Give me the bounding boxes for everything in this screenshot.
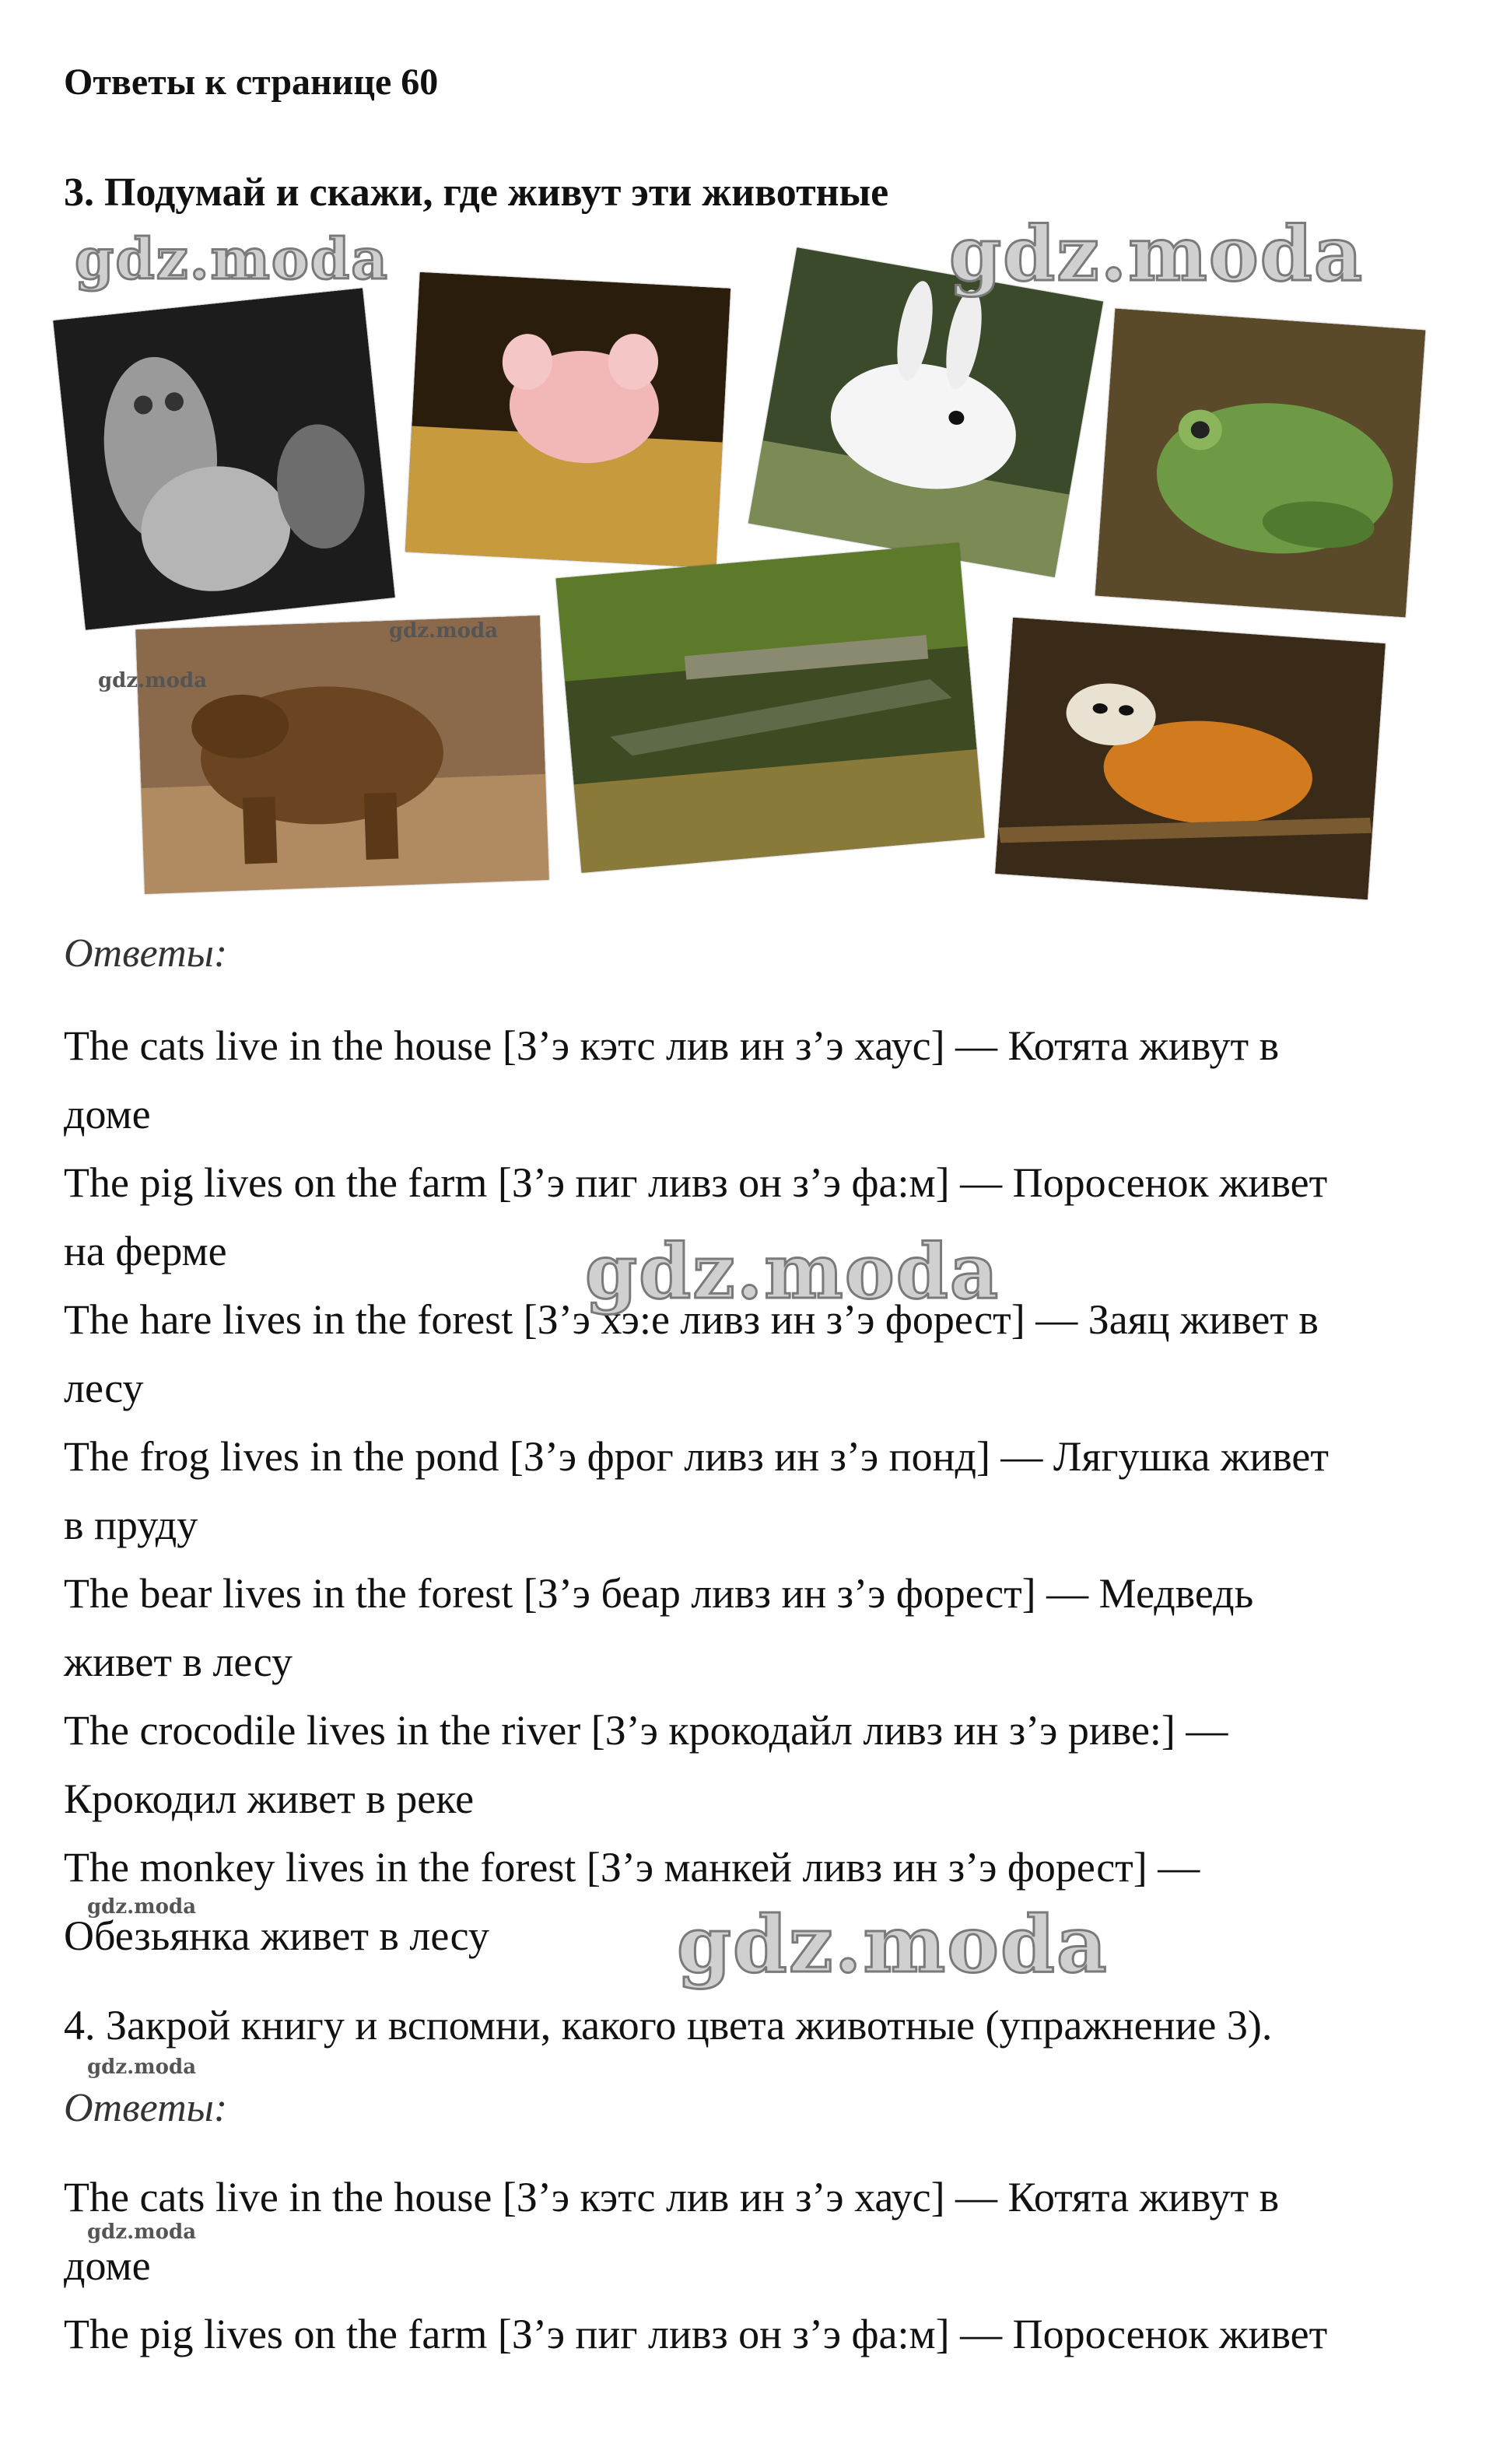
answer-line: живет в лесу bbox=[64, 1639, 293, 1685]
answer-line: The frog lives in the pond [З’э фрог ливз ин з’э понд] — Лягушка живет bbox=[64, 1433, 1329, 1480]
watermark: gdz.moda bbox=[87, 1895, 197, 1919]
animal-photo-collage bbox=[62, 257, 1424, 903]
exercise-4-heading: 4. Закрой книгу и вспомни, какого цвета животные (упражнение 3). bbox=[64, 2002, 1273, 2049]
answer-line: на ферме bbox=[64, 1228, 227, 1274]
answer-line: The pig lives on the farm [З’э пиг ливз он з’э фа:м] — Поросенок живет bbox=[64, 2311, 1328, 2357]
exercise-3-answers-label: Ответы: bbox=[64, 931, 228, 976]
bear-photo bbox=[135, 615, 549, 894]
pig-photo bbox=[405, 272, 730, 568]
watermark: gdz.moda bbox=[585, 1228, 1000, 1316]
exercise-4-answers bbox=[64, 2163, 1449, 2368]
answer-line: The monkey lives in the forest [З’э манкей ливз ин з’э форест] — bbox=[64, 1844, 1200, 1891]
watermark: gdz.moda bbox=[677, 1898, 1109, 1990]
watermark: gdz.moda bbox=[949, 210, 1365, 298]
cats-photo bbox=[53, 288, 395, 630]
answer-line: The cats live in the house [З’э кэтс лив ин з’э хаус] — Котята живут в bbox=[64, 2174, 1280, 2220]
exercise-4-answers-label: Ответы: bbox=[64, 2086, 228, 2130]
exercise-3-heading: 3. Подумай и скажи, где живут эти животные bbox=[64, 170, 889, 215]
frog-photo bbox=[1095, 308, 1426, 617]
crocodile-photo bbox=[555, 543, 984, 873]
answer-line: в пруду bbox=[64, 1502, 198, 1548]
exercise-3-answers bbox=[64, 1011, 1449, 1970]
answer-line: The crocodile lives in the river [З’э крокодайл ливз ин з’э риве:] — bbox=[64, 1707, 1228, 1754]
watermark: gdz.moda bbox=[389, 619, 499, 643]
watermark: gdz.moda bbox=[87, 2056, 197, 2079]
answer-line: The bear lives in the forest [З’э беар ливз ин з’э форест] — Медведь bbox=[64, 1570, 1254, 1617]
page-title: Ответы к странице 60 bbox=[64, 61, 439, 103]
answer-line: лесу bbox=[64, 1365, 144, 1411]
monkey-photo bbox=[995, 618, 1386, 900]
answer-line: Крокодил живет в реке bbox=[64, 1775, 475, 1822]
answer-line: The hare lives in the forest [З’э хэ:е ливз ин з’э форест] — Заяц живет в bbox=[64, 1296, 1319, 1343]
answer-line: The pig lives on the farm [З’э пиг ливз он з’э фа:м] — Поросенок живет bbox=[64, 1159, 1328, 1206]
watermark: gdz.moda bbox=[98, 669, 208, 692]
answer-line: доме bbox=[64, 1091, 151, 1137]
watermark: gdz.moda bbox=[75, 226, 389, 292]
answer-line: доме bbox=[64, 2242, 151, 2289]
watermark: gdz.moda bbox=[87, 2220, 197, 2244]
answer-line: The cats live in the house [З’э кэтс лив ин з’э хаус] — Котята живут в bbox=[64, 1022, 1280, 1069]
answer-line: Обезьянка живет в лесу bbox=[64, 1912, 489, 1959]
